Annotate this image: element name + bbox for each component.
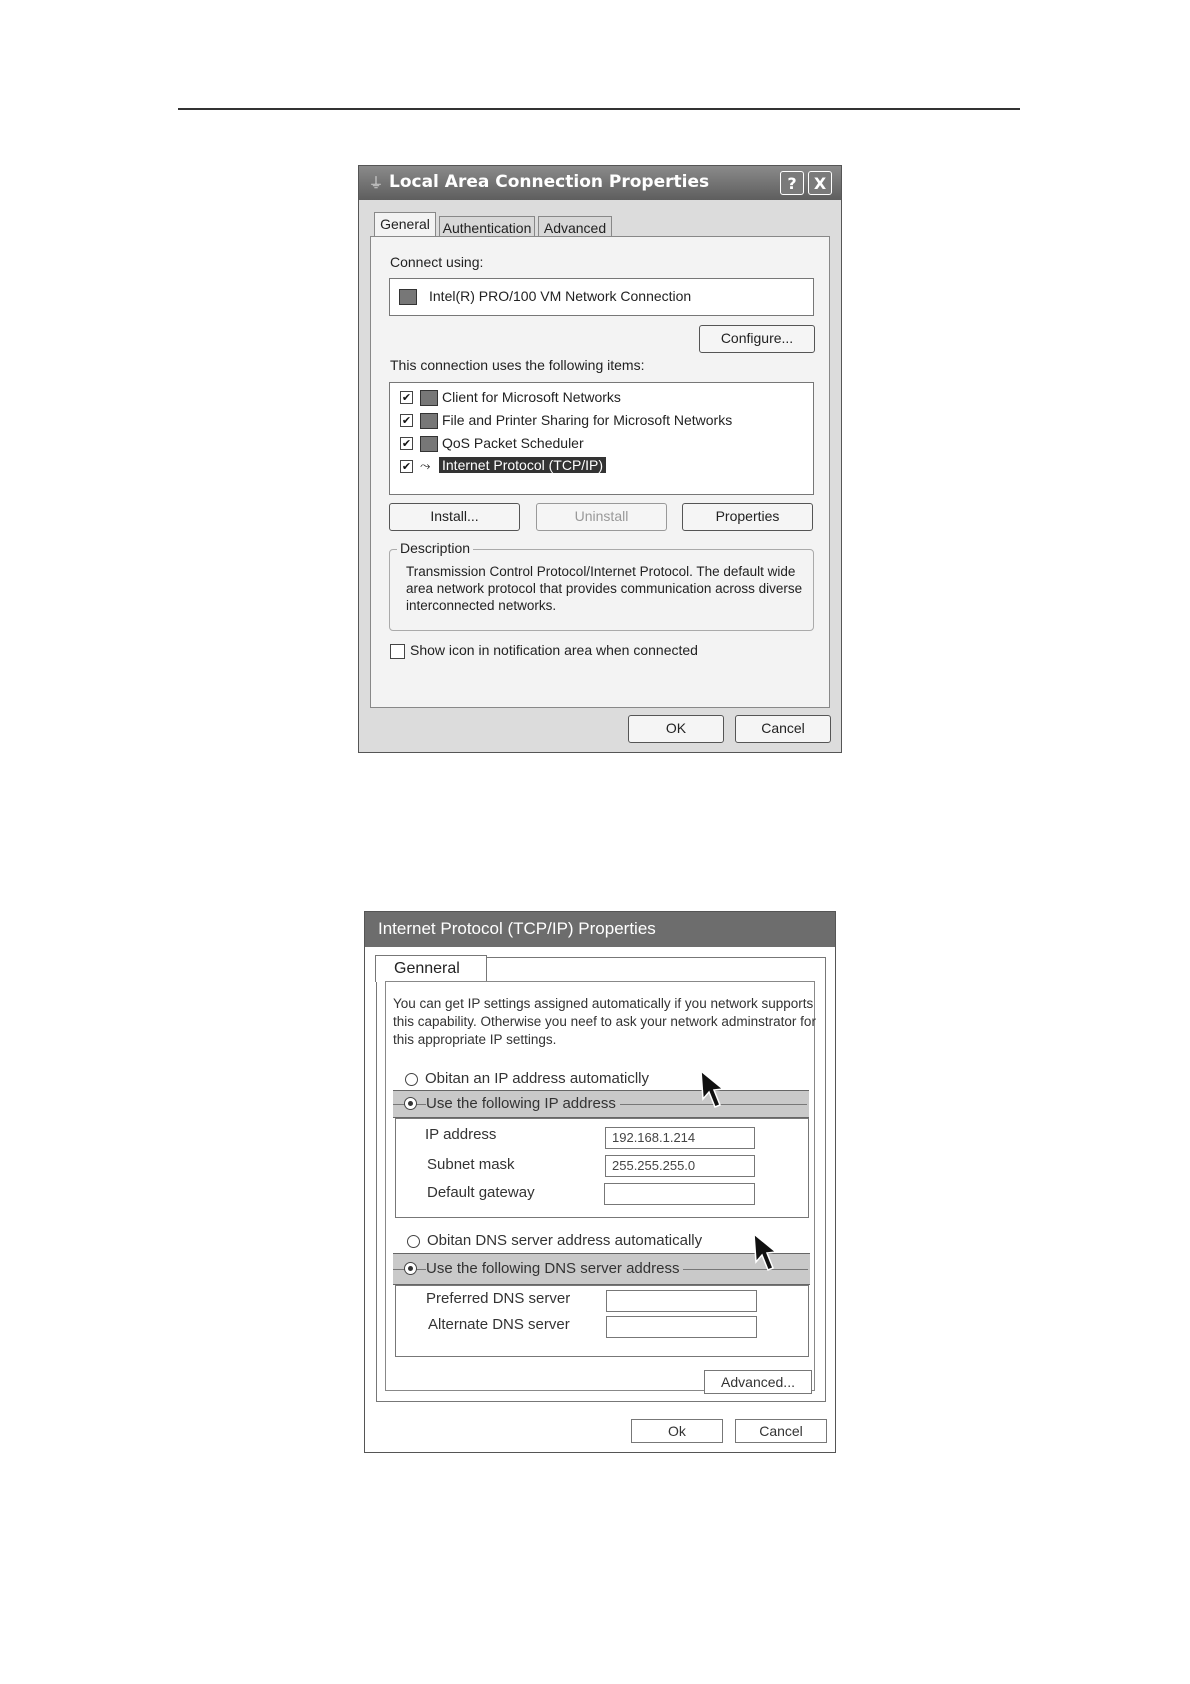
manual-dns-option[interactable] [393, 1253, 810, 1285]
item-checkbox[interactable]: ✔ [401, 414, 412, 427]
show-icon-checkbox[interactable] [390, 644, 405, 659]
tab-advanced[interactable]: Advanced [538, 216, 612, 240]
list-item-selected[interactable] [390, 456, 813, 478]
manual-dns-radio[interactable] [404, 1262, 417, 1275]
qos-icon [420, 436, 438, 452]
list-item[interactable] [390, 433, 813, 455]
alternate-dns-label: Alternate DNS server [428, 1316, 570, 1333]
network-adapter-icon [399, 289, 417, 305]
mouse-pointer-icon [751, 1232, 781, 1274]
manual-dns-label: Use the following DNS server address [426, 1260, 683, 1277]
item-label: QoS Packet Scheduler [442, 435, 584, 451]
preferred-dns-label: Preferred DNS server [426, 1290, 571, 1307]
description-text: You can get IP settings assigned automatically if you network supports this capability. Otherwise you neef to ask your network adminstrator for this appropriate IP settings. [393, 996, 816, 1047]
ip-address-label: IP address [425, 1126, 497, 1143]
auto-dns-label: Obitan DNS server address automatically [427, 1232, 703, 1249]
local-area-connection-dialog [358, 165, 842, 753]
mouse-pointer-icon [698, 1069, 728, 1111]
tab-general[interactable]: Genneral [375, 955, 487, 982]
tab-general[interactable]: General [374, 212, 436, 240]
title-bar [365, 912, 835, 947]
advanced-button[interactable]: Advanced... [704, 1370, 812, 1394]
uninstall-button[interactable]: Uninstall [536, 503, 667, 531]
list-item[interactable] [390, 410, 813, 432]
auto-ip-label: Obitan an IP address automaticlly [425, 1070, 650, 1087]
title-bar [359, 166, 841, 200]
manual-ip-radio[interactable] [404, 1097, 417, 1110]
protocol-icon: ⤳ [420, 459, 431, 474]
item-label: Client for Microsoft Networks [442, 389, 621, 405]
preferred-dns-field[interactable] [606, 1290, 757, 1312]
connect-using-label: Connect using: [390, 254, 484, 270]
cancel-button[interactable]: Cancel [735, 1419, 827, 1443]
properties-button[interactable]: Properties [682, 503, 813, 531]
alternate-dns-field[interactable] [606, 1316, 757, 1338]
network-icon: ⏚ [368, 174, 384, 192]
description-text: Transmission Control Protocol/Internet Protocol. The default wide area network protocol that provides communication across diverse interconnected networks. [406, 564, 803, 613]
subnet-mask-label: Subnet mask [427, 1156, 515, 1173]
item-checkbox[interactable]: ✔ [401, 391, 412, 404]
manual-ip-label: Use the following IP address [426, 1095, 620, 1112]
ok-button[interactable]: OK [628, 715, 724, 743]
client-icon [420, 390, 438, 406]
auto-dns-radio[interactable] [407, 1235, 420, 1248]
tab-authentication[interactable]: Authentication [439, 216, 535, 240]
subnet-mask-field[interactable]: 255.255.255.0 [605, 1155, 755, 1177]
tcpip-properties-dialog [364, 911, 836, 1453]
configure-button[interactable]: Configure... [699, 325, 815, 353]
auto-ip-option[interactable] [405, 1070, 705, 1090]
page-top-rule [178, 108, 1020, 110]
dialog-title: Local Area Connection Properties [389, 172, 710, 192]
adapter-field [389, 278, 814, 316]
item-label: File and Printer Sharing for Microsoft Networks [442, 412, 733, 428]
close-button[interactable]: X [808, 171, 832, 195]
auto-ip-radio[interactable] [405, 1073, 418, 1086]
adapter-name: Intel(R) PRO/100 VM Network Connection [429, 288, 692, 304]
default-gateway-field[interactable] [604, 1183, 755, 1205]
ok-button[interactable]: Ok [631, 1419, 723, 1443]
items-list[interactable] [389, 382, 814, 495]
list-item[interactable] [390, 387, 813, 409]
ip-address-field[interactable]: 192.168.1.214 [605, 1127, 755, 1149]
default-gateway-label: Default gateway [427, 1184, 535, 1201]
help-button[interactable]: ? [780, 171, 804, 195]
printer-sharing-icon [420, 413, 438, 429]
auto-dns-option[interactable] [407, 1232, 767, 1252]
item-label: Internet Protocol (TCP/IP) [439, 457, 606, 473]
description-label: Description [397, 540, 473, 556]
install-button[interactable]: Install... [389, 503, 520, 531]
show-icon-label: Show icon in notification area when connected [410, 642, 698, 658]
item-checkbox[interactable]: ✔ [401, 460, 412, 473]
dialog-title: Internet Protocol (TCP/IP) Properties [378, 919, 656, 938]
items-label: This connection uses the following items: [390, 357, 645, 373]
manual-ip-option[interactable] [393, 1090, 809, 1118]
cancel-button[interactable]: Cancel [735, 715, 831, 743]
item-checkbox[interactable]: ✔ [401, 437, 412, 450]
